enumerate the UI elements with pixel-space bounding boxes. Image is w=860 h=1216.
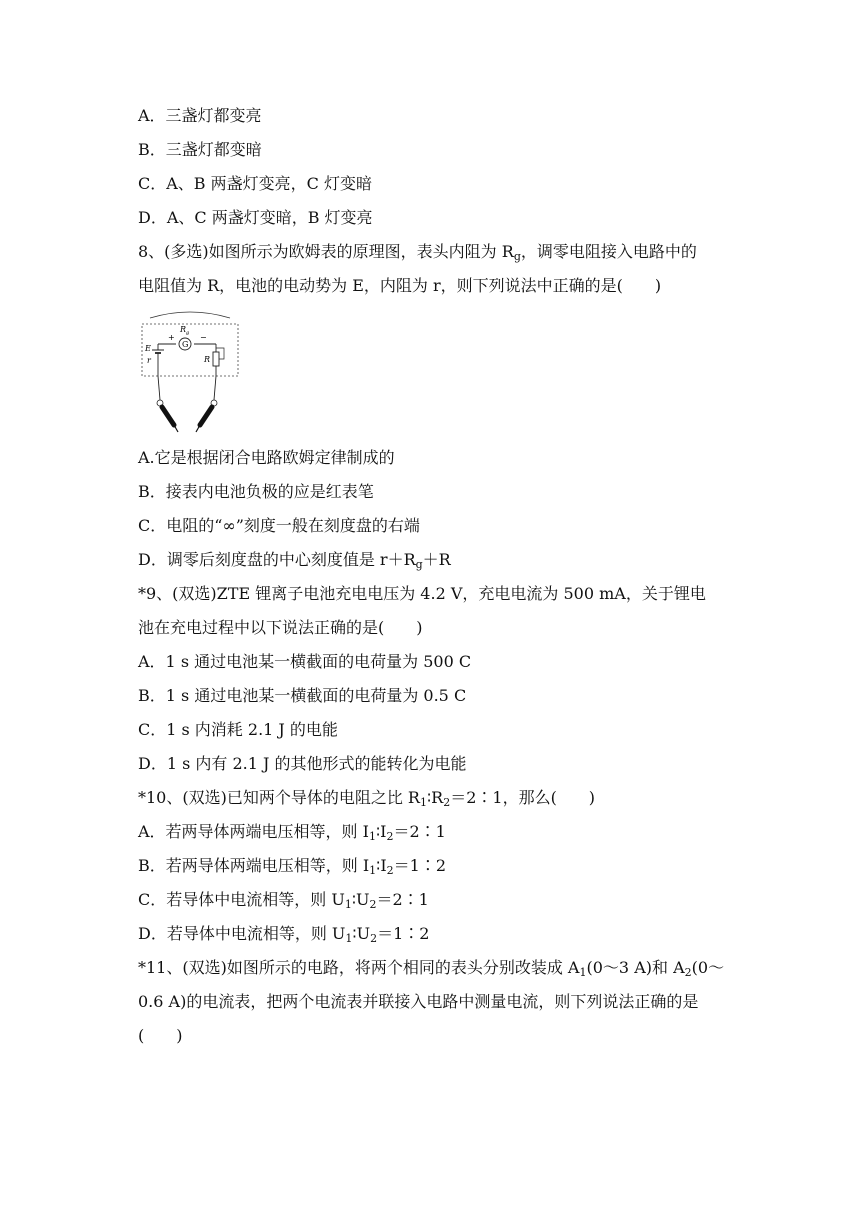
resistor-label: R	[204, 355, 211, 364]
q8-option-c: C．电阻的“∞”刻度一般在刻度盘的右端	[138, 516, 420, 535]
plus-label: +	[168, 333, 175, 342]
q8-stem-line1: 8、(多选)如图所示为欧姆表的原理图，表头内阻为 $R_g$，调零电阻接入电路中的	[138, 242, 697, 263]
minus-label: −	[200, 333, 207, 342]
q10-stem: *10、(双选)已知两个导体的电阻之比 $R_1∶R_2=2∶1$，那么( )	[138, 788, 596, 809]
q8-option-d: D．调零后刻度盘的中心刻度值是 $r+R_g+R$	[138, 550, 451, 571]
internal-r-label: r	[147, 356, 151, 365]
q10-option-a: A．若两导体两端电压相等，则 $I_1∶I_2=2∶1$	[138, 822, 446, 843]
q7-option-d: D．A、C 两盏灯变暗，B 灯变亮	[138, 208, 373, 227]
q10-option-d: D．若导体中电流相等，则 $U_1∶U_2=1∶2$	[138, 924, 430, 945]
q8-option-a: A.它是根据闭合电路欧姆定律制成的	[138, 448, 395, 467]
q8-stem-line2: 电阻值为 R，电池的电动势为 E，内阻为 r，则下列说法中正确的是( )	[138, 276, 662, 295]
q7-option-b: B．三盏灯都变暗	[138, 140, 262, 159]
ohmmeter-circuit-figure	[138, 308, 242, 438]
emf-label: E	[145, 344, 151, 353]
q11-stem-line3: ( )	[138, 1026, 183, 1045]
q10-option-c: C．若导体中电流相等，则 $U_1∶U_2=2∶1$	[138, 890, 429, 911]
q11-stem-line1: *11、(双选)如图所示的电路，将两个相同的表头分别改装成 $A_1(0\sim 3$ A)和 $A_2(0\sim$	[138, 958, 725, 979]
q7-option-a: A．三盏灯都变亮	[138, 106, 262, 125]
q9-stem-line2: 池在充电过程中以下说法正确的是( )	[138, 618, 423, 637]
galvanometer-label: G	[182, 340, 189, 349]
rg-label: $R_g$	[180, 325, 190, 336]
q10-option-b: B．若两导体两端电压相等，则 $I_1∶I_2=1∶2$	[138, 856, 447, 877]
q9-option-b: B．1 s 通过电池某一横截面的电荷量为 0.5 C	[138, 686, 467, 705]
q11-stem-line2: 0.6 A)的电流表，把两个电流表并联接入电路中测量电流，则下列说法正确的是	[138, 992, 699, 1011]
q9-option-c: C．1 s 内消耗 2.1 J 的电能	[138, 720, 338, 739]
q9-option-a: A．1 s 通过电池某一横截面的电荷量为 500 C	[138, 652, 472, 671]
q8-option-b: B．接表内电池负极的应是红表笔	[138, 482, 374, 501]
q7-option-c: C．A、B 两盏灯变亮，C 灯变暗	[138, 174, 372, 193]
q9-option-d: D．1 s 内有 2.1 J 的其他形式的能转化为电能	[138, 754, 467, 773]
q9-stem-line1: *9、(双选)ZTE 锂离子电池充电电压为 4.2 V，充电电流为 500 mA，关于锂电	[138, 584, 706, 603]
